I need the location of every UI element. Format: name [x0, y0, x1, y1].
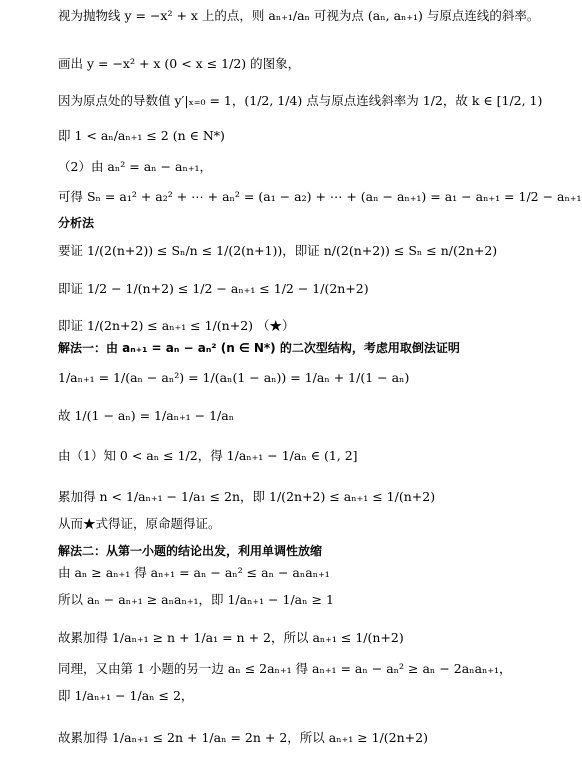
- text-line-18: 由 aₙ ≥ aₙ₊₁ 得 aₙ₊₁ = aₙ − aₙ² ≤ aₙ − aₙaₙ₊₁: [58, 565, 330, 580]
- text-line-8: 要证 1/(2(n+2)) ≤ Sₙ/n ≤ 1/(2(n+1))，即证 n/(2(n+2)) ≤ Sₙ ≤ n/(2n+2): [58, 243, 498, 258]
- text-line-10: 即证 1/(2n+2) ≤ aₙ₊₁ ≤ 1/(n+2) （★）: [58, 318, 295, 333]
- text-line-12: 1/aₙ₊₁ = 1/(aₙ − aₙ²) = 1/(aₙ(1 − aₙ)) = 1/aₙ + 1/(1 − aₙ): [58, 370, 410, 385]
- text-line-4: 即 1 < aₙ/aₙ₊₁ ≤ 2 (n ∈ N*): [58, 128, 225, 143]
- text-line-21: 同理，又由第 1 小题的另一边 aₙ ≤ 2aₙ₊₁ 得 aₙ₊₁ = aₙ − aₙ² ≥ aₙ − 2aₙaₙ₊₁，: [58, 661, 512, 676]
- text-line-13: 故 1/(1 − aₙ) = 1/aₙ₊₁ − 1/aₙ: [58, 408, 235, 423]
- text-line-6: 可得 Sₙ = a₁² + a₂² + ⋯ + aₙ² = (a₁ − a₂) + ⋯ + (aₙ − aₙ₊₁) = a₁ − aₙ₊₁ = 1/2 − aₙ₊₁: [58, 189, 582, 204]
- text-line-15: 累加得 n < 1/aₙ₊₁ − 1/a₁ ≤ 2n，即 1/(2n+2) ≤ aₙ₊₁ ≤ 1/(n+2): [58, 489, 436, 504]
- section-heading-analysis: 分析法: [58, 216, 95, 230]
- text-line-2: 画出 y = −x² + x (0 < x ≤ 1/2) 的图象，: [58, 56, 301, 71]
- text-line-3: 因为原点处的导数值 y′|ₓ₌₀ = 1，(1/2, 1/4) 点与原点连线斜率为 1/2，故 k ∈ [1/2, 1): [58, 93, 543, 108]
- text-line-19: 所以 aₙ − aₙ₊₁ ≥ aₙaₙ₊₁，即 1/aₙ₊₁ − 1/aₙ ≥ 1: [58, 592, 334, 607]
- text-line-23: 故累加得 1/aₙ₊₁ ≤ 2n + 1/aₙ = 2n + 2，所以 aₙ₊₁ ≥ 1/(2n+2): [58, 730, 428, 745]
- text-line-9: 即证 1/2 − 1/(n+2) ≤ 1/2 − aₙ₊₁ ≤ 1/2 − 1/(2n+2): [58, 281, 369, 296]
- text-line-5: （2）由 aₙ² = aₙ − aₙ₊₁，: [58, 159, 212, 174]
- text-line-14: 由（1）知 0 < aₙ ≤ 1/2，得 1/aₙ₊₁ − 1/aₙ ∈ (1, 2]: [58, 448, 358, 463]
- text-line-16: 从而★式得证，原命题得证。: [58, 516, 221, 531]
- method-two-heading: 解法二：从第一小题的结论出发，利用单调性放缩: [58, 544, 323, 558]
- method-one-heading: 解法一：由 aₙ₊₁ = aₙ − aₙ² (n ∈ N*) 的二次型结构，考虑用取倒法证明: [58, 341, 460, 355]
- text-line-1: 视为抛物线 y = −x² + x 上的点，则 aₙ₊₁/aₙ 可视为点 (aₙ, aₙ₊₁) 与原点连线的斜率。: [58, 8, 540, 23]
- text-line-20: 故累加得 1/aₙ₊₁ ≥ n + 1/a₁ = n + 2，所以 aₙ₊₁ ≤ 1/(n+2): [58, 630, 404, 645]
- text-line-22: 即 1/aₙ₊₁ − 1/aₙ ≤ 2，: [58, 688, 194, 703]
